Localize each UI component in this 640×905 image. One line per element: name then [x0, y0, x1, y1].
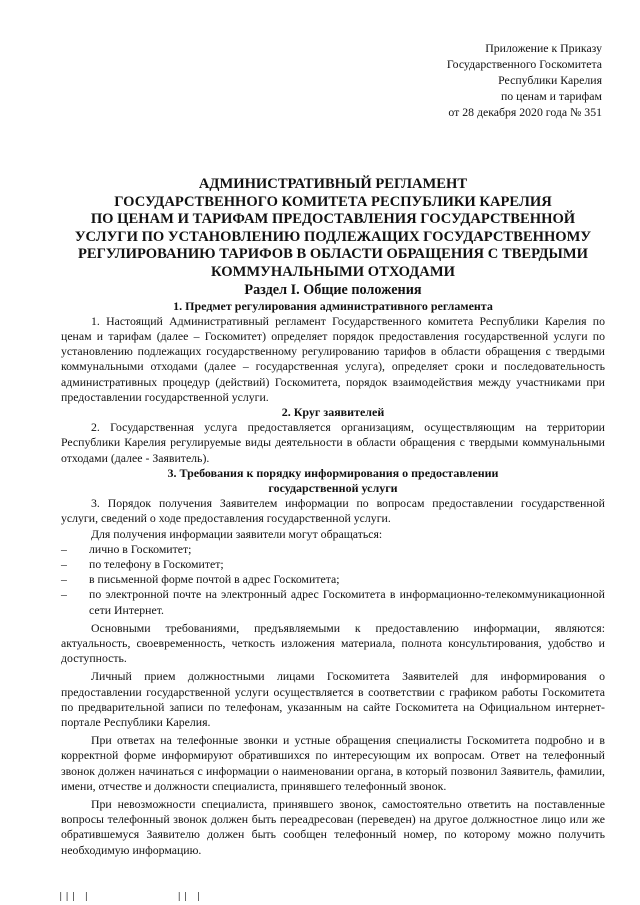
list-item-text: в письменной форме почтой в адрес Госкомитета;	[89, 572, 340, 587]
paragraph: 1. Настоящий Административный регламент Государственного комитета Республики Карелия по ценам и тарифам (далее – Госкомитет) определяет порядок предоставления государственной услуги по установлению подлежащих государственному регулированию тарифов в области обращения с твердыми коммунальными отходами (далее – государственная услуга), определяет сроки и последовательность административных процедур (действий) Госкомитета, порядок взаимодействия между участниками при предоставлении государственной услуги.	[61, 313, 605, 404]
paragraph: 3. Порядок получения Заявителем информации по вопросам предоставлении государственной услуги, сведений о ходе предоставления государственной услуги.	[61, 496, 605, 526]
list-item	[61, 572, 605, 587]
appendix-block	[342, 40, 602, 120]
subsection-heading: 2. Круг заявителей	[281, 404, 385, 419]
document-body	[61, 176, 605, 858]
appendix-line: Государственного Госкомитета	[446, 57, 602, 71]
list-item-text: по телефону в Госкомитет;	[89, 557, 224, 572]
appendix-line: по ценам и тарифам	[500, 89, 602, 103]
appendix-line: Приложение к Приказу	[485, 41, 602, 55]
dash-bullet: –	[61, 587, 67, 602]
paragraph: При невозможности специалиста, принявшего звонок, самостоятельно ответить на поставленные вопросы телефонный звонок должен быть переадресован (переведен) на другое должностное лицо или же обратившемуся Заявителю должен быть сообщен телефонный номер, по которому можно получить необходимую информацию.	[61, 797, 605, 857]
scan-marks	[58, 892, 282, 902]
list-item	[61, 542, 605, 557]
list-item-text: по электронной почте на электронный адрес Госкомитета в информационно-телекоммуникационной сети Интернет.	[89, 587, 605, 617]
title-line: РЕГУЛИРОВАНИЮ ТАРИФОВ В ОБЛАСТИ ОБРАЩЕНИЯ С ТВЕРДЫМИ	[78, 246, 588, 263]
section-heading: Раздел I. Общие положения	[244, 281, 422, 298]
appendix-line: от 28 декабря 2020 года № 351	[448, 105, 602, 119]
scan-mark: || |	[176, 892, 203, 902]
dash-bullet: –	[61, 541, 67, 556]
dash-bullet: –	[61, 572, 67, 587]
subsection-heading-line: государственной услуги	[268, 481, 398, 495]
paragraph: Основными требованиями, предъявляемыми к предоставлению информации, являются: актуальность, своевременность, четкость изложения материала, полнота консультирования, удобство и доступность.	[61, 620, 605, 666]
scan-mark: ||| |	[58, 892, 91, 902]
title-line: ГОСУДАРСТВЕННОГО КОМИТЕТА РЕСПУБЛИКИ КАРЕЛИЯ	[114, 193, 552, 210]
paragraph: Личный прием должностными лицами Госкомитета Заявителей для информирования о предоставлении государственной услуги осуществляется в соответствии с графиком работы Госкомитета по предварительной записи по телефонам, указанным на сайте Госкомитета на Официальном интернет-портале Республики Карелия.	[61, 669, 605, 730]
title-line: АДМИНИСТРАТИВНЫЙ РЕГЛАМЕНТ	[198, 176, 468, 192]
document-title	[61, 176, 605, 282]
paragraph: Для получения информации заявители могут обращаться:	[91, 526, 383, 541]
appendix-line: Республики Карелия	[498, 73, 602, 87]
list-item	[61, 557, 605, 572]
title-line: УСЛУГИ ПО УСТАНОВЛЕНИЮ ПОДЛЕЖАЩИХ ГОСУДАРСТВЕННОМУ	[74, 228, 592, 245]
list-item-text: лично в Госкомитет;	[89, 541, 192, 556]
title-line: ПО ЦЕНАМ И ТАРИФАМ ПРЕДОСТАВЛЕНИЯ ГОСУДАРСТВЕННОЙ	[90, 211, 576, 228]
list-item	[61, 587, 605, 617]
dash-bullet: –	[61, 557, 67, 572]
subsection-heading	[61, 466, 605, 496]
paragraph: При ответах на телефонные звонки и устные обращения специалисты Госкомитета подробно и в корректной форме информируют обратившихся по интересующим их вопросам. Ответ на телефонный звонок должен начинаться с информации о наименовании органа, в который позвонил Заявитель, фамилии, имени, отчестве и должности специалиста, принявшего телефонный звонок.	[61, 733, 605, 793]
subsection-heading-line: 3. Требования к порядку информирования о предоставлении	[167, 465, 499, 480]
paragraph: 2. Государственная услуга предоставляется организациям, осуществляющим на территории Республики Карелия регулируемые виды деятельности в области обращения с твердыми коммунальными отходами (далее - Заявитель).	[61, 420, 605, 465]
subsection-heading: 1. Предмет регулирования административного регламента	[173, 298, 493, 313]
title-line: КОММУНАЛЬНЫМИ ОТХОДАМИ	[211, 263, 455, 280]
